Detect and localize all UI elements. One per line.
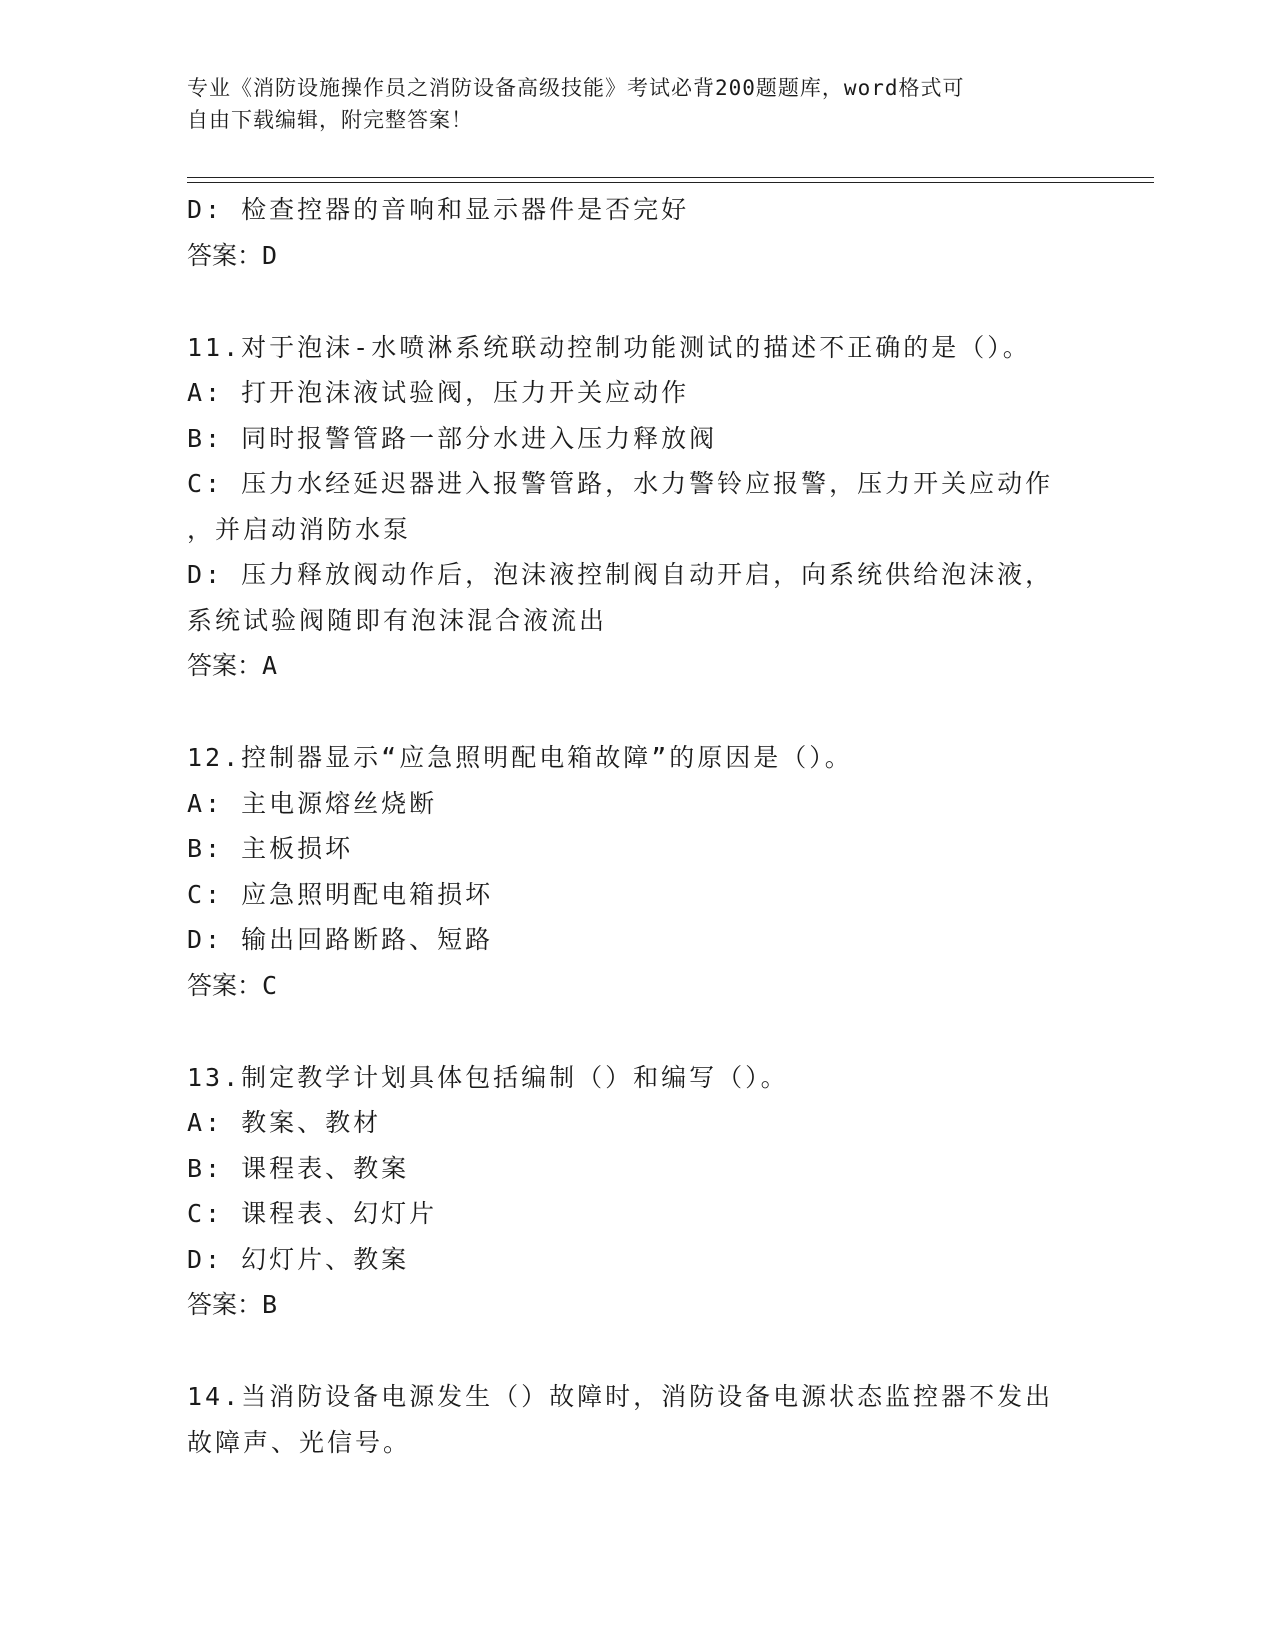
option-d: D: 幻灯片、教案 — [187, 1244, 410, 1274]
option-b: B: 同时报警管路一部分水进入压力释放阀 — [187, 423, 718, 453]
answer-label: 答案： — [187, 652, 263, 680]
header-line-1: 专业《消防设施操作员之消防设备高级技能》考试必背200题题库，word格式可 — [187, 76, 965, 100]
option-c: C: 应急照明配电箱损坏 — [187, 879, 494, 909]
previous-option-d: D: 检查控器的音响和显示器件是否完好 — [187, 195, 690, 224]
spacer — [187, 279, 1087, 325]
header-divider-top — [187, 177, 1154, 178]
option-c-continued: ，并启动消防水泵 — [187, 514, 412, 544]
option-d: D: 输出回路断路、短路 — [187, 925, 494, 954]
option-d-continued: 系统试验阀随即有泡沫混合液流出 — [187, 605, 608, 635]
question-stem: 13.制定教学计划具体包括编制（）和编写（）。 — [187, 1062, 789, 1092]
answer-value: A — [262, 651, 278, 680]
header-line-2: 自由下载编辑，附完整答案！ — [187, 108, 473, 132]
answer — [187, 1282, 1087, 1329]
previous-answer — [187, 233, 1087, 280]
question-13 — [187, 1055, 1087, 1329]
spacer — [187, 690, 1087, 736]
question-12 — [187, 735, 1087, 1009]
answer — [187, 643, 1087, 690]
answer-value: B — [262, 1290, 278, 1319]
spacer — [187, 1329, 1087, 1375]
spacer — [187, 1009, 1087, 1055]
option-c: C: 课程表、幻灯片 — [187, 1199, 438, 1228]
option-b: B: 课程表、教案 — [187, 1153, 410, 1183]
answer-label: 答案： — [187, 1291, 263, 1319]
answer — [187, 963, 1087, 1010]
question-14 — [187, 1374, 1087, 1465]
question-stem: 11.对于泡沫-水喷淋系统联动控制功能测试的描述不正确的是（）。 — [187, 332, 1031, 362]
answer-label: 答案： — [187, 241, 263, 270]
option-a: A: 打开泡沫液试验阀，压力开关应动作 — [187, 378, 690, 407]
header-divider-bottom — [187, 182, 1154, 183]
document-header — [187, 72, 1067, 136]
question-11 — [187, 325, 1087, 690]
question-list — [187, 187, 1087, 1465]
answer-value: C — [262, 970, 278, 1000]
option-a: A: 教案、教材 — [187, 1108, 382, 1137]
question-stem-continued: 故障声、光信号。 — [187, 1427, 412, 1457]
option-b: B: 主板损坏 — [187, 834, 354, 863]
option-c: C: 压力水经延迟器进入报警管路，水力警铃应报警，压力开关应动作 — [187, 469, 1054, 498]
question-stem: 14.当消防设备电源发生（）故障时，消防设备电源状态监控器不发出 — [187, 1382, 1054, 1411]
option-d: D: 压力释放阀动作后，泡沫液控制阀自动开启，向系统供给泡沫液， — [187, 560, 1054, 589]
answer-value: D — [262, 240, 278, 270]
option-a: A: 主电源熔丝烧断 — [187, 788, 438, 818]
answer-label: 答案： — [187, 971, 263, 1000]
question-stem: 12.控制器显示“应急照明配电箱故障”的原因是（）。 — [187, 743, 853, 772]
